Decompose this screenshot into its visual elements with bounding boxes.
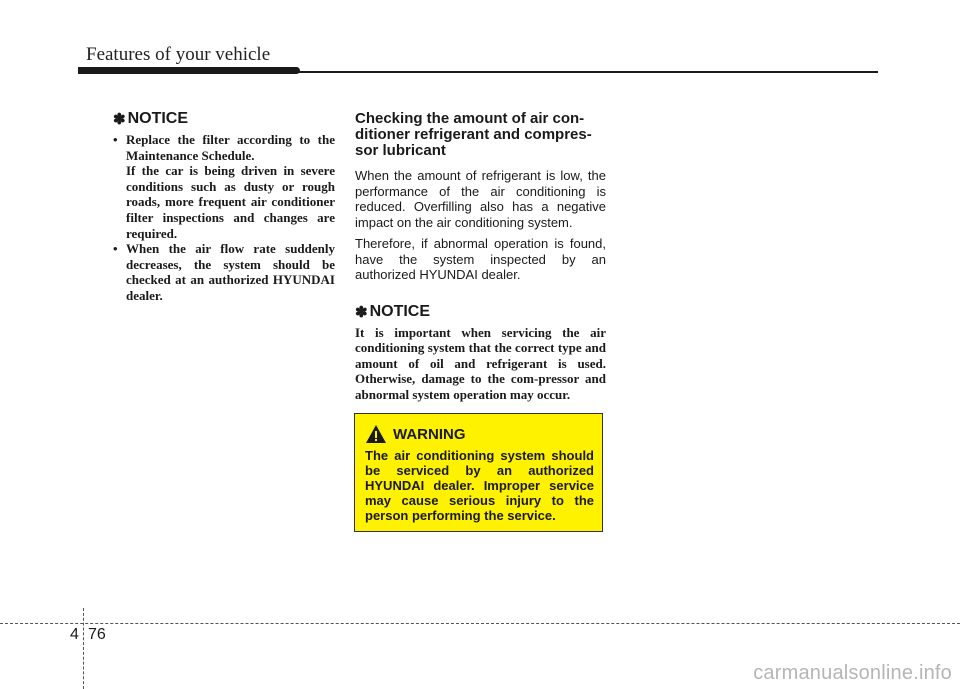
notice-text: It is important when servicing the air conditioning system that the correct type and amount of oil and refrigerant is used. Otherwise, damage to the com-pressor and abnormal system operation may occur.	[355, 324, 606, 402]
page-number: 76	[88, 626, 106, 643]
notice-block	[355, 303, 606, 403]
body-paragraph: Therefore, if abnormal operation is found, have the system inspected by an authorized HYUNDAI dealer.	[355, 236, 606, 282]
notice-bullet-main: Replace the filter according to the Maintenance Schedule.	[126, 132, 335, 163]
notice-star-icon: ✽	[113, 111, 126, 128]
header-rule-thick	[78, 67, 300, 74]
right-column	[355, 110, 606, 402]
notice-heading-label: NOTICE	[369, 302, 431, 320]
notice-bullet	[113, 132, 335, 241]
notice-bullet	[113, 241, 335, 303]
left-column	[113, 110, 335, 304]
notice-bullet-main: When the air flow rate suddenly decreases, the system should be checked at an authorized HYUNDAI dealer.	[126, 241, 335, 303]
notice-heading	[113, 110, 335, 128]
footer-divider	[83, 608, 84, 689]
warning-triangle-icon	[365, 424, 387, 444]
notice-bullet-sub: If the car is being driven in severe conditions such as dusty or rough roads, more frequent air conditioner filter inspections and changes are required.	[126, 163, 335, 241]
footer-rule	[0, 623, 960, 624]
warning-box	[354, 413, 603, 532]
body-paragraph: When the amount of refrigerant is low, the performance of the air conditioning is reduced. Overfilling also has a negative impact on the air conditioning system.	[355, 168, 606, 230]
chapter-number: 4	[70, 626, 79, 643]
warning-heading	[365, 424, 594, 444]
header-rule-thin	[298, 71, 878, 73]
notice-star-icon: ✽	[355, 303, 368, 321]
section-title: Checking the amount of air con-ditioner refrigerant and compres-sor lubricant	[355, 110, 592, 159]
notice-heading	[355, 303, 606, 321]
notice-heading-label: NOTICE	[127, 110, 189, 127]
notice-list	[113, 132, 335, 304]
warning-text: The air conditioning system should be serviced by an authorized HYUNDAI dealer. Improper service may cause serious injury to the person performing the service.	[365, 448, 594, 523]
warning-heading-label: WARNING	[393, 425, 466, 443]
watermark: carmanualsonline.info	[753, 662, 952, 684]
header-title: Features of your vehicle	[86, 44, 271, 65]
